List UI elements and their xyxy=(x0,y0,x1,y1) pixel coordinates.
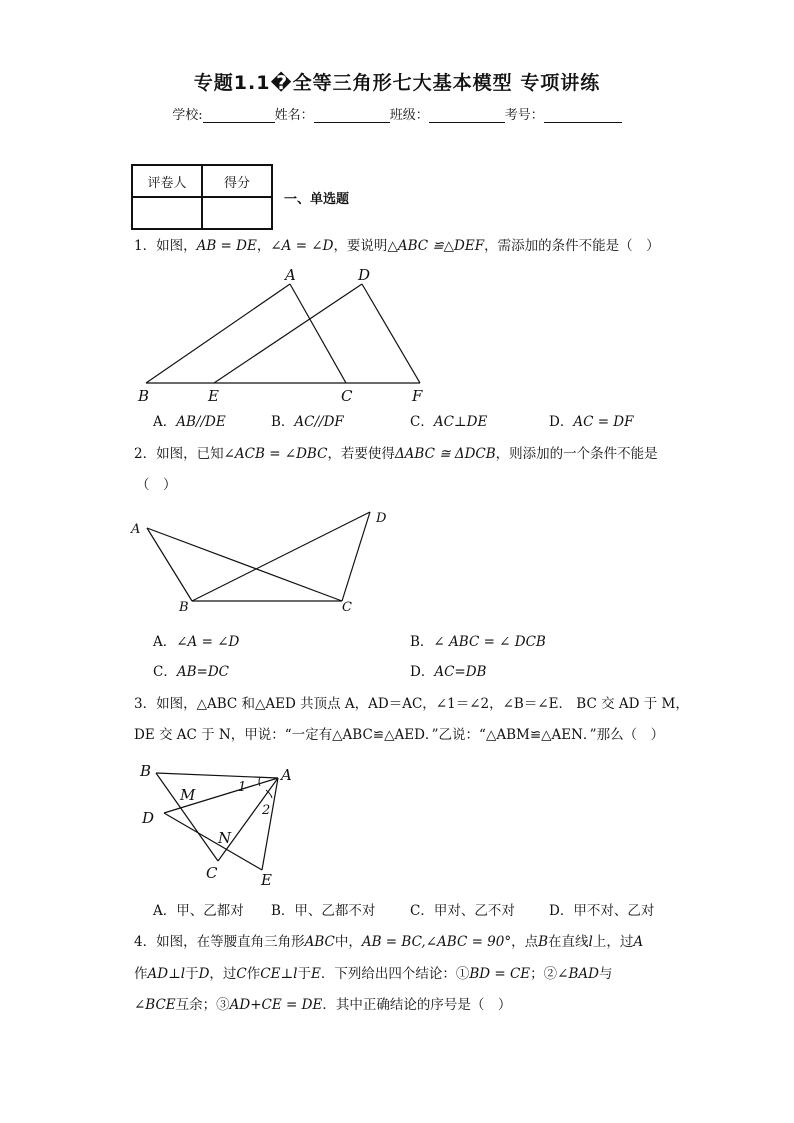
q4-t11: ．下列给出四个结论：① xyxy=(320,966,470,982)
q3-label-d: D xyxy=(142,809,155,827)
name-label: 姓名： xyxy=(274,108,314,123)
q2-option-d[interactable] xyxy=(410,662,486,682)
q3-label-2: 2 xyxy=(262,803,271,818)
q3-label-1: 1 xyxy=(238,780,247,795)
q4-t8: ，过 xyxy=(209,966,237,982)
q2-option-c-text: AB=DC xyxy=(176,664,229,680)
q2-text-3: ，则添加的一个条件不能是 xyxy=(495,446,658,462)
q3-label-a: A xyxy=(281,766,292,784)
q1-text-end: ，需添加的条件不能是（ ） xyxy=(484,238,660,254)
q1-line-ac xyxy=(290,284,346,383)
q1-expr-3: △ABC ≌△DEF xyxy=(387,238,485,254)
q4-e8: C xyxy=(236,966,247,982)
q4-t13: 与 xyxy=(598,966,613,982)
score-header: 得分 xyxy=(202,165,272,197)
section-title: 一、单选题 xyxy=(284,192,350,207)
q2-option-a[interactable] xyxy=(153,632,239,652)
question-4-line-3 xyxy=(134,995,511,1015)
q1-label-a: A xyxy=(285,266,296,284)
q1-sep: ， xyxy=(256,238,271,254)
q1-number: 1．如图， xyxy=(134,238,197,254)
q4-t5: 上，过 xyxy=(592,934,634,950)
q2-option-c[interactable] xyxy=(153,662,229,682)
q4-t1: 4．如图，在等腰直角三角形 xyxy=(134,934,305,950)
q1-label-d: D xyxy=(358,266,371,284)
q2-text-1: 2．如图，已知 xyxy=(134,446,224,462)
q4-t4: 在直线 xyxy=(548,934,589,950)
page-title: 专题1.1�全等三角形七大基本模型 专项讲练 xyxy=(193,72,601,94)
q1-option-c-letter: C． xyxy=(410,414,434,430)
q2-line-ac xyxy=(147,528,342,601)
q1-line-df xyxy=(362,284,420,383)
school-label: 学校: xyxy=(172,108,203,123)
q4-e12: ∠BAD xyxy=(557,966,599,982)
exam-no-label: 考号： xyxy=(504,108,544,123)
q2-line-bd xyxy=(192,512,370,601)
reviewer-cell[interactable] xyxy=(132,197,202,229)
q1-label-e: E xyxy=(208,387,219,405)
q2-text-2: ，若要使得 xyxy=(327,446,395,462)
q3-figure xyxy=(134,758,294,890)
q3-line-de xyxy=(164,813,262,870)
q3-label-n: N xyxy=(218,829,232,847)
exam-no-field[interactable] xyxy=(544,108,622,123)
q4-t10: 于 xyxy=(297,966,311,982)
q2-expr-1: ∠ACB = ∠DBC xyxy=(223,446,328,462)
q3-option-b[interactable]: B．甲、乙都不对 xyxy=(271,903,376,919)
q2-option-c-letter: C． xyxy=(153,664,177,680)
question-1-stem xyxy=(134,236,660,256)
q2-line-ab xyxy=(147,528,192,601)
q4-t15: ．其中正确结论的序号是（ ） xyxy=(322,997,512,1013)
q2-label-b: B xyxy=(179,600,189,615)
question-2-stem xyxy=(134,444,658,464)
q1-label-f: F xyxy=(412,387,423,405)
q1-option-c-text: AC⊥DE xyxy=(433,414,488,430)
q1-text: ，要说明 xyxy=(333,238,388,254)
q4-e7: D xyxy=(198,966,210,982)
q1-option-a-letter: A． xyxy=(153,414,177,430)
q3-label-e: E xyxy=(261,871,272,889)
q1-line-ba xyxy=(146,284,290,383)
q2-line-cd xyxy=(342,512,370,601)
q1-option-c[interactable] xyxy=(410,412,487,432)
q3-line-ca xyxy=(218,778,278,861)
q4-e10: E xyxy=(310,966,321,982)
q2-answer-bracket: （ ） xyxy=(136,477,177,493)
q3-label-b: B xyxy=(140,762,152,780)
q4-e6: AD⊥l xyxy=(147,966,186,982)
q1-option-a[interactable] xyxy=(153,412,226,432)
q3-option-d[interactable]: D．甲不对、乙对 xyxy=(549,903,655,919)
q2-figure xyxy=(128,505,398,620)
q2-option-b-letter: B． xyxy=(410,634,434,650)
q4-e4: l xyxy=(588,934,593,950)
q3-option-a[interactable]: A．甲、乙都对 xyxy=(153,903,244,919)
reviewer-header: 评卷人 xyxy=(132,165,202,197)
q1-option-b[interactable] xyxy=(271,412,344,432)
q4-e14: AD+CE = DE xyxy=(229,997,323,1013)
q4-t7: 于 xyxy=(185,966,199,982)
q4-e5: A xyxy=(633,934,644,950)
q2-option-b[interactable] xyxy=(410,632,546,652)
q3-label-c: C xyxy=(206,864,218,882)
q3-line-ea xyxy=(262,778,278,870)
q1-option-b-text: AC//DF xyxy=(294,414,344,430)
q2-option-a-text: ∠A = ∠D xyxy=(176,634,240,650)
question-3-line-2: DE 交 AC 于 N，甲说：“一定有△ABC≌△AED．”乙说：“△ABM≌△AEN．”那么（ ） xyxy=(134,727,665,743)
q4-e3: B xyxy=(538,934,549,950)
q2-option-d-text: AC=DB xyxy=(434,664,487,680)
q1-line-ed xyxy=(214,284,362,383)
q1-label-b: B xyxy=(138,387,150,405)
score-cell[interactable] xyxy=(202,197,272,229)
question-4-line-2 xyxy=(134,964,612,984)
q2-option-d-letter: D． xyxy=(410,664,435,680)
score-table xyxy=(131,164,273,230)
q1-option-d-text: AC = DF xyxy=(573,414,634,430)
q2-expr-2: ΔABC ≅ ΔDCB xyxy=(394,446,496,462)
q2-label-a: A xyxy=(131,522,141,537)
question-3-line-1: 3．如图，△ABC 和△AED 共顶点 A，AD＝AC，∠1＝∠2，∠B＝∠E． BC 交 AD 于 M， xyxy=(134,696,689,712)
q1-label-c: C xyxy=(341,387,353,405)
class-label: 班级： xyxy=(389,108,429,123)
q1-expr-2: ∠A = ∠D xyxy=(270,238,334,254)
q4-t6: 作 xyxy=(134,966,148,982)
q4-t14: 互余；③ xyxy=(175,997,230,1013)
q2-option-a-letter: A． xyxy=(153,634,177,650)
q4-t12: ；② xyxy=(530,966,558,982)
q3-option-c[interactable]: C．甲对、乙不对 xyxy=(410,903,515,919)
q4-t3: ，点 xyxy=(511,934,539,950)
q1-expr-1: AB = DE xyxy=(196,238,257,254)
q1-option-d-letter: D． xyxy=(549,414,574,430)
q1-option-a-text: AB//DE xyxy=(176,414,226,430)
q3-angle-1-arc xyxy=(259,777,260,786)
student-info-line xyxy=(0,104,794,123)
q4-e9: CE⊥l xyxy=(260,966,298,982)
q2-label-d: D xyxy=(376,511,387,526)
school-field[interactable] xyxy=(203,108,275,123)
q4-t9: 作 xyxy=(246,966,261,982)
q2-option-b-text: ∠ ABC = ∠ DCB xyxy=(433,634,546,650)
q4-e11: BD = CE xyxy=(469,966,531,982)
q1-option-d[interactable] xyxy=(549,412,634,432)
q1-figure xyxy=(130,262,430,407)
question-4-line-1 xyxy=(134,932,643,952)
q2-label-c: C xyxy=(342,600,352,615)
q1-option-b-letter: B． xyxy=(271,414,295,430)
q4-e1: ABC xyxy=(304,934,335,950)
name-field[interactable] xyxy=(314,108,390,123)
class-field[interactable] xyxy=(429,108,505,123)
q4-t2: 中， xyxy=(334,934,362,950)
q4-e13: ∠BCE xyxy=(134,997,176,1013)
q4-e2: AB = BC,∠ABC = 90° xyxy=(361,934,512,950)
q3-label-m: M xyxy=(180,786,196,804)
